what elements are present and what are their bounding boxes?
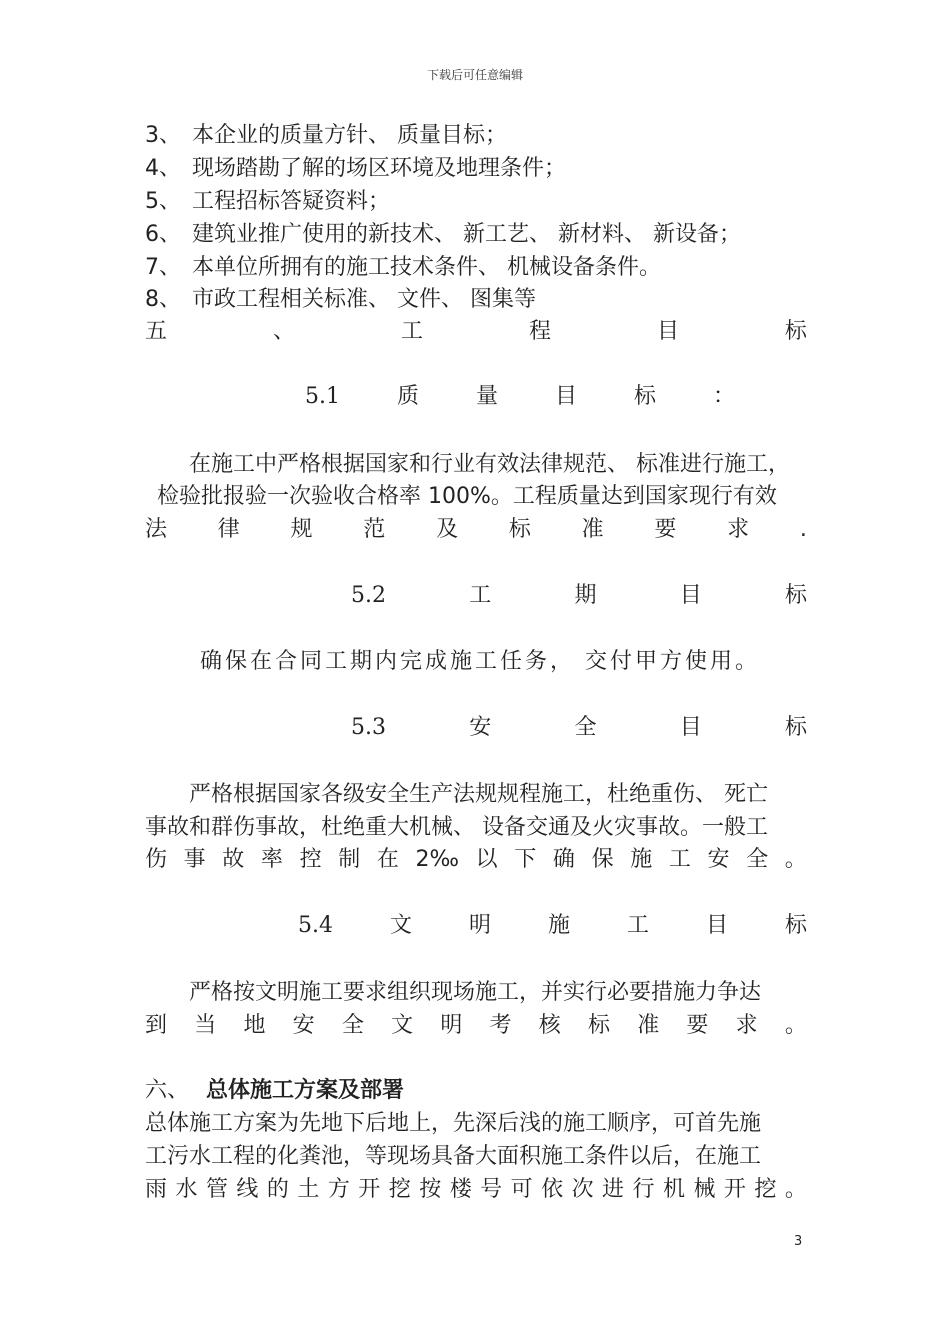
- text-char: 在: [376, 847, 399, 872]
- text-char: 。: [784, 847, 807, 872]
- paragraph-line: 工污水工程的化粪池，等现场具备大面积施工条件以后，在施工: [145, 1144, 762, 1169]
- text-char: 准: [581, 517, 604, 542]
- paragraph-line: 检验批报验一次验收合格率 100%。工程质量达到国家现行有效: [157, 484, 777, 509]
- text-char: 安: [292, 1013, 315, 1038]
- text-char: 方: [327, 1177, 350, 1202]
- text-char: 安: [707, 847, 730, 872]
- heading-char: 目: [679, 583, 702, 608]
- heading-char: 目: [705, 913, 728, 938]
- text-char: 范: [363, 517, 386, 542]
- heading-char: 标: [784, 319, 807, 344]
- list-item: 3、 本企业的质量方针、 质量目标；: [145, 123, 507, 148]
- text-char: 2‰: [415, 847, 460, 872]
- heading-char: 目: [656, 319, 679, 344]
- text-char: 全: [746, 847, 769, 872]
- text-char: 管: [205, 1177, 228, 1202]
- list-item: 6、 建筑业推广使用的新技术、 新工艺、 新材料、 新设备；: [145, 222, 741, 247]
- text-char: 可: [510, 1177, 533, 1202]
- paragraph-line: 总体施工方案为先地下后地上，先深后浅的施工顺序，可首先施: [145, 1111, 762, 1136]
- text-char: 当: [194, 1013, 217, 1038]
- heading-char: 文: [389, 913, 412, 938]
- text-char: 故: [222, 847, 245, 872]
- heading-char: 施: [547, 913, 570, 938]
- heading-char: 质: [396, 384, 419, 409]
- heading-char: 工: [626, 913, 649, 938]
- text-char: 线: [236, 1177, 259, 1202]
- heading-char: 目: [554, 384, 577, 409]
- heading-char: ：: [712, 384, 735, 409]
- text-char: 到: [145, 1013, 168, 1038]
- subheading-number: 5.4: [298, 913, 333, 938]
- text-char: 的: [266, 1177, 289, 1202]
- text-char: 控: [299, 847, 322, 872]
- text-char: .: [799, 517, 807, 542]
- heading-char: 、: [272, 319, 295, 344]
- list-item: 4、 现场踏勘了解的场区环境及地理条件；: [145, 156, 566, 181]
- paragraph-last-line: [145, 514, 807, 546]
- section-heading-6: [145, 1075, 807, 1107]
- text-char: 按: [419, 1177, 442, 1202]
- text-char: 下: [514, 847, 537, 872]
- text-char: 全: [341, 1013, 364, 1038]
- text-char: 。: [784, 1013, 807, 1038]
- heading-char: 标: [784, 583, 807, 608]
- text-char: 及: [436, 517, 459, 542]
- text-char: 要: [686, 1013, 709, 1038]
- heading-char: 标: [633, 384, 656, 409]
- page-number: 3: [794, 1234, 803, 1249]
- subheading-number: 5.3: [351, 715, 386, 740]
- heading-text: 总体施工方案及部署: [206, 1078, 405, 1103]
- subheading-5-2: [351, 580, 807, 612]
- subheading-number: 5.1: [305, 384, 340, 409]
- text-char: 号: [480, 1177, 503, 1202]
- text-char: 标: [587, 1013, 610, 1038]
- text-char: 明: [440, 1013, 463, 1038]
- paragraph-last-line: [145, 844, 807, 876]
- text-char: 保: [591, 847, 614, 872]
- heading-number: 六、: [145, 1078, 190, 1103]
- paragraph-last-line: [145, 1174, 807, 1206]
- section-heading-5: [145, 316, 807, 348]
- text-char: 准: [637, 1013, 660, 1038]
- text-char: 次: [571, 1177, 594, 1202]
- text-char: 以: [475, 847, 498, 872]
- text-char: 工: [668, 847, 691, 872]
- paragraph-line: 确保在合同工期内完成施工任务， 交付甲方使用。: [200, 649, 760, 674]
- text-char: 开: [723, 1177, 746, 1202]
- text-char: 制: [338, 847, 361, 872]
- heading-char: 五: [145, 319, 168, 344]
- list-item: 5、 工程招标答疑资料；: [145, 189, 390, 214]
- text-char: 考: [489, 1013, 512, 1038]
- text-char: 核: [538, 1013, 561, 1038]
- text-char: 水: [175, 1177, 198, 1202]
- subheading-5-4: [298, 910, 807, 942]
- text-char: 求: [735, 1013, 758, 1038]
- subheading-5-1: [305, 381, 735, 413]
- heading-char: 安: [469, 715, 492, 740]
- text-char: 。: [784, 1177, 807, 1202]
- text-char: 地: [243, 1013, 266, 1038]
- text-char: 要: [654, 517, 677, 542]
- text-char: 确: [552, 847, 575, 872]
- heading-char: 程: [528, 319, 551, 344]
- heading-char: 全: [574, 715, 597, 740]
- text-char: 率: [260, 847, 283, 872]
- text-char: 行: [632, 1177, 655, 1202]
- text-char: 法: [145, 517, 168, 542]
- paragraph-line: 在施工中严格根据国家和行业有效法律规范、 标准进行施工，: [189, 452, 790, 477]
- heading-char: 工: [400, 319, 423, 344]
- heading-char: 工: [469, 583, 492, 608]
- text-char: 雨: [145, 1177, 168, 1202]
- text-char: 求: [727, 517, 750, 542]
- heading-char: 标: [784, 913, 807, 938]
- text-char: 施: [630, 847, 653, 872]
- text-char: 依: [541, 1177, 564, 1202]
- list-item: 7、 本单位所拥有的施工技术条件、 机械设备条件。: [145, 255, 661, 280]
- text-char: 开: [358, 1177, 381, 1202]
- text-char: 事: [183, 847, 206, 872]
- text-char: 挖: [388, 1177, 411, 1202]
- heading-char: 期: [574, 583, 597, 608]
- heading-char: 目: [679, 715, 702, 740]
- paragraph-line: 事故和群伤事故，杜绝重大机械、 设备交通及火灾事故。一般工: [145, 815, 768, 840]
- text-char: 伤: [145, 847, 168, 872]
- text-char: 规: [290, 517, 313, 542]
- text-char: 标: [508, 517, 531, 542]
- paragraph-line: 严格根据国家各级安全生产法规规程施工，杜绝重伤、 死亡: [189, 782, 768, 807]
- paragraph-line: 严格按文明施工要求组织现场施工，并实行必要措施力争达: [189, 980, 762, 1005]
- heading-char: 标: [784, 715, 807, 740]
- text-char: 土: [297, 1177, 320, 1202]
- subheading-5-3: [351, 712, 807, 744]
- text-char: 挖: [754, 1177, 777, 1202]
- subheading-number: 5.2: [351, 583, 386, 608]
- text-char: 进: [602, 1177, 625, 1202]
- heading-char: 明: [468, 913, 491, 938]
- text-char: 楼: [449, 1177, 472, 1202]
- text-char: 机: [662, 1177, 685, 1202]
- page-header: 下载后可任意编辑: [426, 68, 523, 82]
- text-char: 律: [217, 517, 240, 542]
- list-item: 8、 市政工程相关标准、 文件、 图集等: [145, 287, 536, 312]
- text-char: 械: [693, 1177, 716, 1202]
- text-char: 文: [391, 1013, 414, 1038]
- paragraph-last-line: [145, 1010, 807, 1042]
- heading-char: 量: [475, 384, 498, 409]
